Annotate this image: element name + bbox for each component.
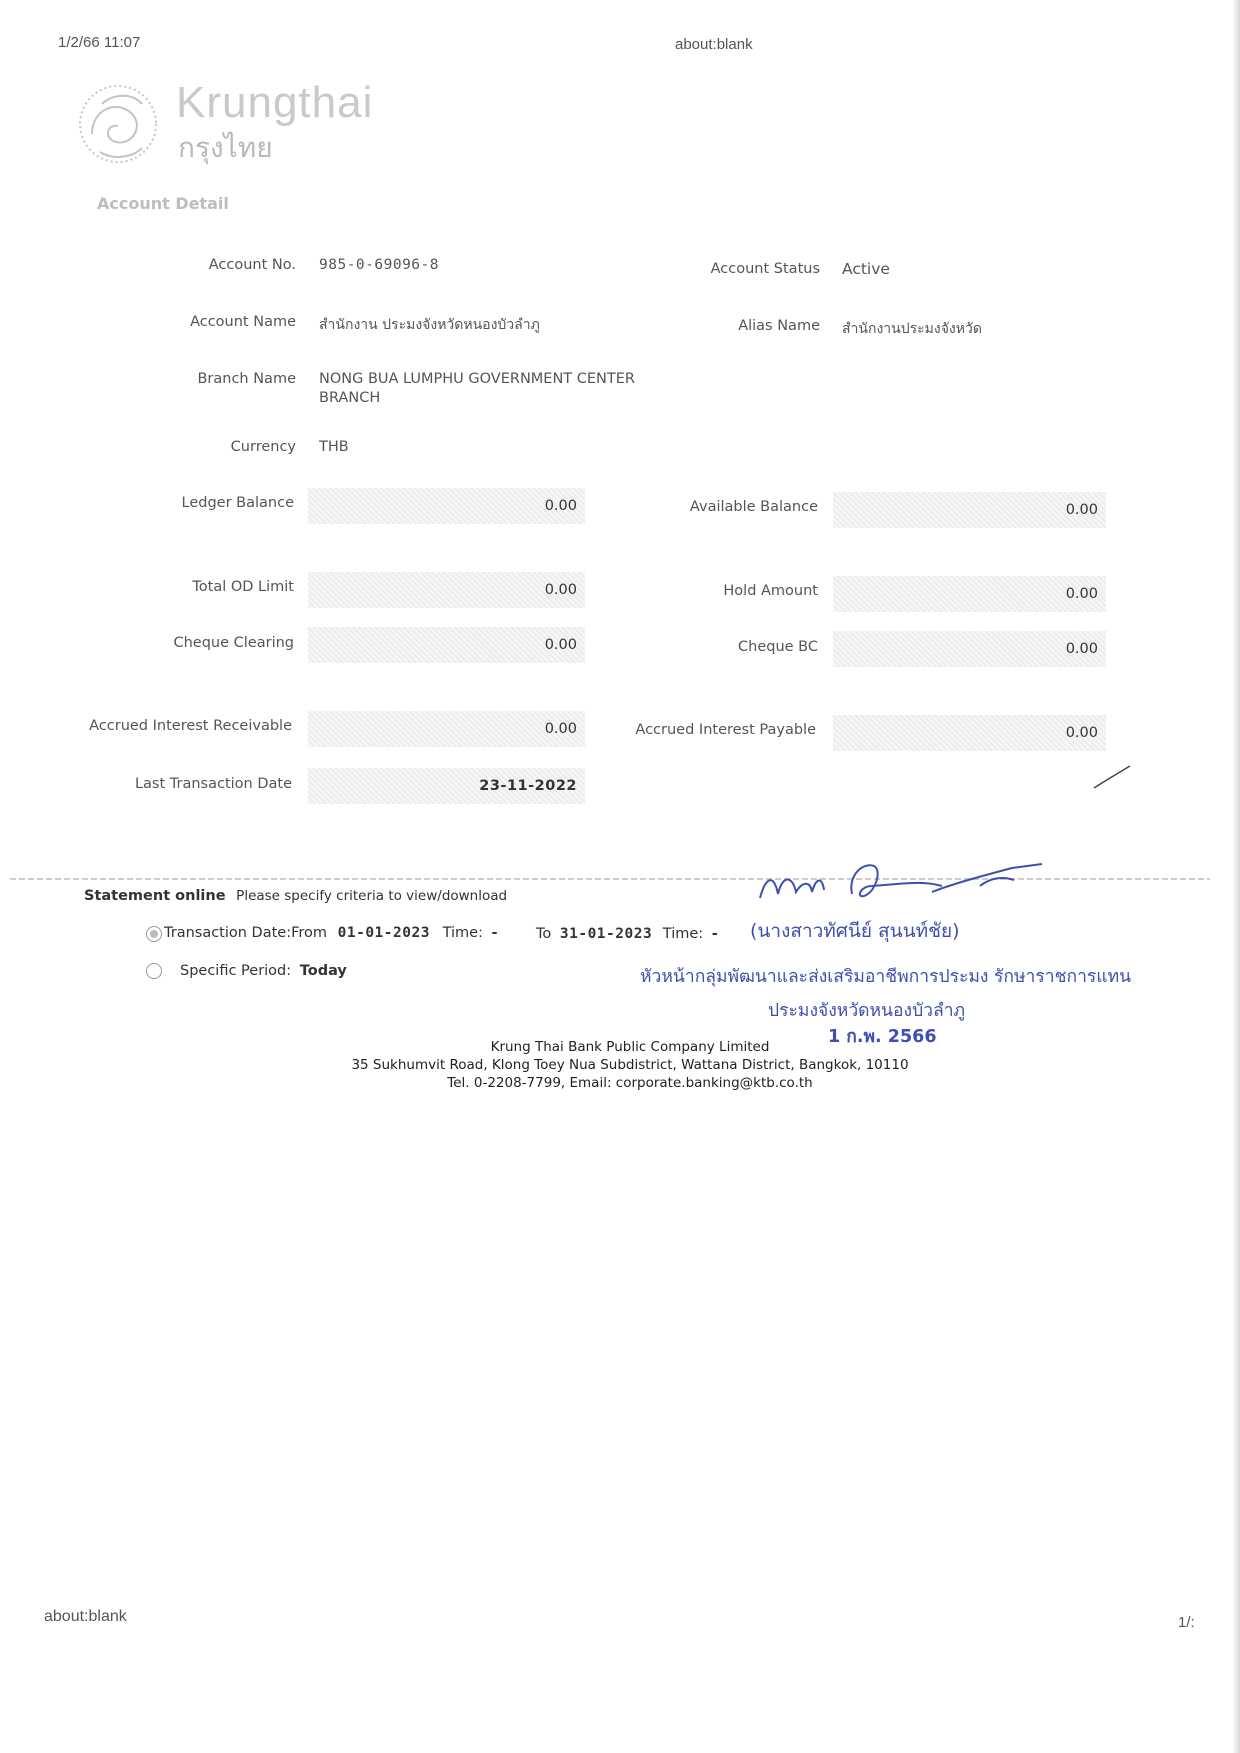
transaction-date-option xyxy=(164,925,498,941)
cheque-clearing-label: Cheque Clearing xyxy=(173,635,294,651)
footer-company: Krung Thai Bank Public Company Limited xyxy=(490,1039,770,1055)
statement-subtitle: Please specify criteria to view/download xyxy=(236,888,508,904)
print-footer-url: about:blank xyxy=(44,1608,127,1625)
ledger-balance-label: Ledger Balance xyxy=(181,495,294,511)
hold-amount-label: Hold Amount xyxy=(723,583,818,599)
last-transaction-date-value: 23-11-2022 xyxy=(308,768,585,804)
specific-period-value[interactable]: Today xyxy=(299,963,347,979)
statement-heading xyxy=(84,888,507,904)
cheque-bc-label: Cheque BC xyxy=(738,639,818,655)
accrued-interest-receivable-value: 0.00 xyxy=(308,711,585,747)
bank-footer xyxy=(300,1038,960,1092)
print-title: about:blank xyxy=(675,36,753,53)
cheque-clearing-value: 0.00 xyxy=(308,627,585,663)
pen-tick-mark xyxy=(1090,762,1134,792)
specific-period-option xyxy=(180,963,347,979)
branch-name-value-line1: NONG BUA LUMPHU GOVERNMENT CENTER xyxy=(319,371,635,387)
account-name-label: Account Name xyxy=(190,314,296,330)
branch-name-value-line2: BRANCH xyxy=(319,390,381,406)
total-od-limit-label: Total OD Limit xyxy=(192,579,294,595)
time2-value[interactable]: - xyxy=(711,926,718,942)
time-label: Time: xyxy=(442,925,483,941)
accrued-interest-payable-value: 0.00 xyxy=(833,715,1106,751)
to-label: To xyxy=(536,926,552,942)
total-od-limit-value: 0.00 xyxy=(308,572,585,608)
print-datetime: 1/2/66 11:07 xyxy=(58,34,141,51)
accrued-interest-receivable-label: Accrued Interest Receivable xyxy=(89,718,292,734)
transaction-date-radio[interactable] xyxy=(146,926,162,942)
certifier-position-line1: หัวหน้ากลุ่มพัฒนาและส่งเสริมอาชีพการประมง รักษาราชการแทน xyxy=(640,967,1132,987)
transaction-date-to[interactable]: 31-01-2023 xyxy=(559,926,653,942)
specific-period-label: Specific Period: xyxy=(180,963,292,979)
transaction-date-label: Transaction Date:From xyxy=(164,925,328,941)
ledger-balance-value: 0.00 xyxy=(308,488,585,524)
branch-name-label: Branch Name xyxy=(197,371,296,387)
print-footer-page: 1/: xyxy=(1178,1614,1195,1631)
handwritten-signature xyxy=(752,856,1052,906)
logo-wordmark: Krungthai xyxy=(176,78,374,127)
currency-value: THB xyxy=(319,439,349,455)
page-edge xyxy=(1232,0,1240,1753)
section-title: Account Detail xyxy=(97,194,229,213)
currency-label: Currency xyxy=(230,439,296,455)
cheque-bc-value: 0.00 xyxy=(833,631,1106,667)
alias-name-value: สำนักงานประมงจังหวัด xyxy=(842,321,982,337)
accrued-interest-payable-label: Accrued Interest Payable xyxy=(635,722,816,738)
certifier-name: (นางสาวทัศนีย์ สุนนท์ชัย) xyxy=(750,920,960,942)
available-balance-label: Available Balance xyxy=(689,499,818,515)
footer-contact: Tel. 0-2208-7799, Email: corporate.banking@ktb.co.th xyxy=(447,1075,813,1091)
specific-period-radio[interactable] xyxy=(146,963,162,979)
account-status-label: Account Status xyxy=(710,261,820,277)
certification-date: 1 ก.พ. 2566 xyxy=(828,1027,937,1047)
account-name-value: สำนักงาน ประมงจังหวัดหนองบัวลำภู xyxy=(319,317,540,333)
last-transaction-date-label: Last Transaction Date xyxy=(134,776,292,792)
available-balance-value: 0.00 xyxy=(833,492,1106,528)
logo-thai-wordmark: กรุงไทย xyxy=(178,131,273,164)
time2-label: Time: xyxy=(662,926,704,942)
time-value[interactable]: - xyxy=(491,925,498,941)
transaction-date-to-group xyxy=(536,926,718,942)
alias-name-label: Alias Name xyxy=(738,318,820,334)
account-no-value: 985-0-69096-8 xyxy=(319,257,439,273)
transaction-date-from[interactable]: 01-01-2023 xyxy=(337,925,430,941)
account-status-value: Active xyxy=(842,260,890,278)
krungthai-logo-emblem xyxy=(72,74,164,168)
account-no-label: Account No. xyxy=(208,257,296,273)
hold-amount-value: 0.00 xyxy=(833,576,1106,612)
footer-address: 35 Sukhumvit Road, Klong Toey Nua Subdistrict, Wattana District, Bangkok, 10110 xyxy=(351,1057,909,1073)
certifier-position-line2: ประมงจังหวัดหนองบัวลำภู xyxy=(768,1001,966,1021)
statement-title: Statement online xyxy=(84,888,226,904)
